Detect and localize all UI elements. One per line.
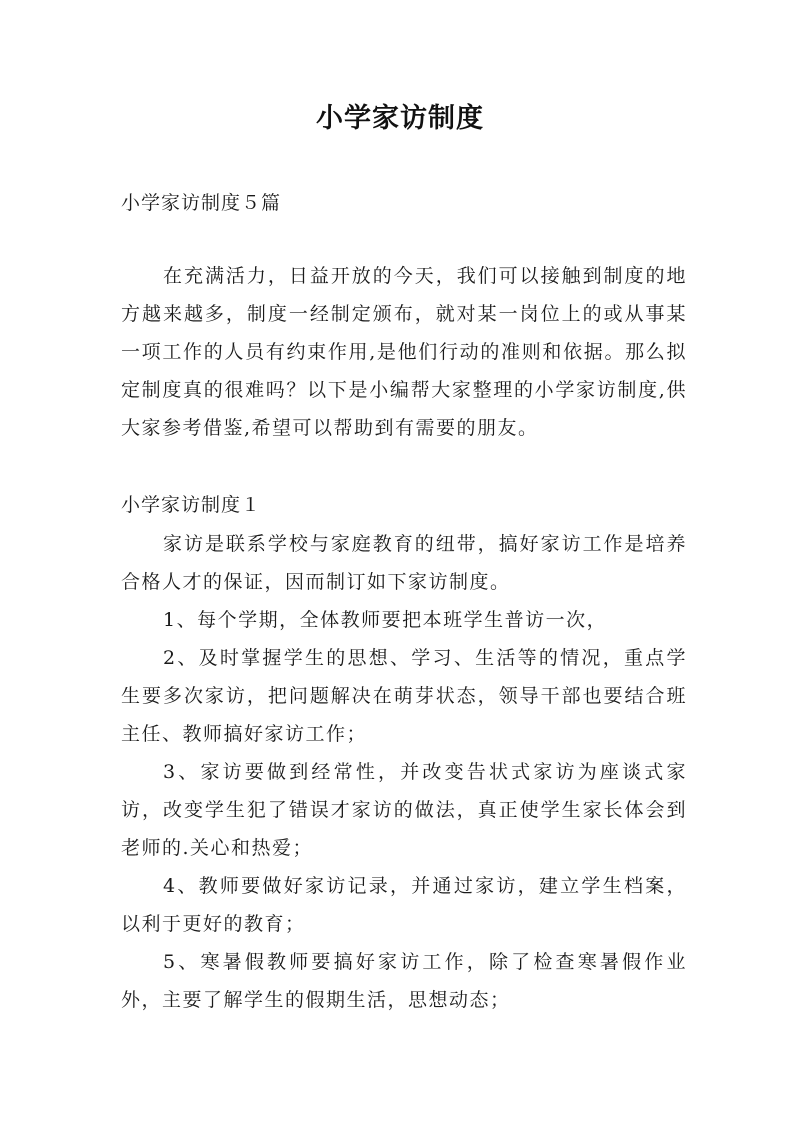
section-heading: 小学家访制度１ [121,494,262,516]
intro-paragraph: 在充满活力，日益开放的今天，我们可以接触到制度的地方越来越多，制度一经制定颁布，就对某一岗位上的或从事某一项工作的人员有约束作用,是他们行动的准则和依据。那么拟定制度真的很难吗？以下是小编帮大家整理的小学家访制度,供大家参考借鉴,希望可以帮助到有需要的朋友。 [121,265,687,439]
list-item-1: 1、每个学期，全体教师要把本班学生普访一次， [163,609,608,631]
list-item-5: 5、寒暑假教师要搞好家访工作，除了检查寒暑假作业外，主要了解学生的假期生活，思想动态； [121,951,687,1011]
list-item-4: 4、教师要做好家访记录，并通过家访，建立学生档案，以利于更好的教育； [121,875,687,935]
document-title: 小学家访制度 [316,103,484,134]
list-item-3: 3、家访要做到经常性，并改变告状式家访为座谈式家访，改变学生犯了错误才家访的做法，真正使学生家长体会到老师的.关心和热爱； [121,761,687,859]
document-subtitle: 小学家访制度５篇 [121,192,282,214]
section-intro-paragraph: 家访是联系学校与家庭教育的纽带，搞好家访工作是培养合格人才的保证，因而制订如下家访制度。 [121,533,687,593]
list-item-2: 2、及时掌握学生的思想、学习、生活等的情况，重点学生要多次家访，把问题解决在萌芽状态，领导干部也要结合班主任、教师搞好家访工作； [121,647,687,745]
